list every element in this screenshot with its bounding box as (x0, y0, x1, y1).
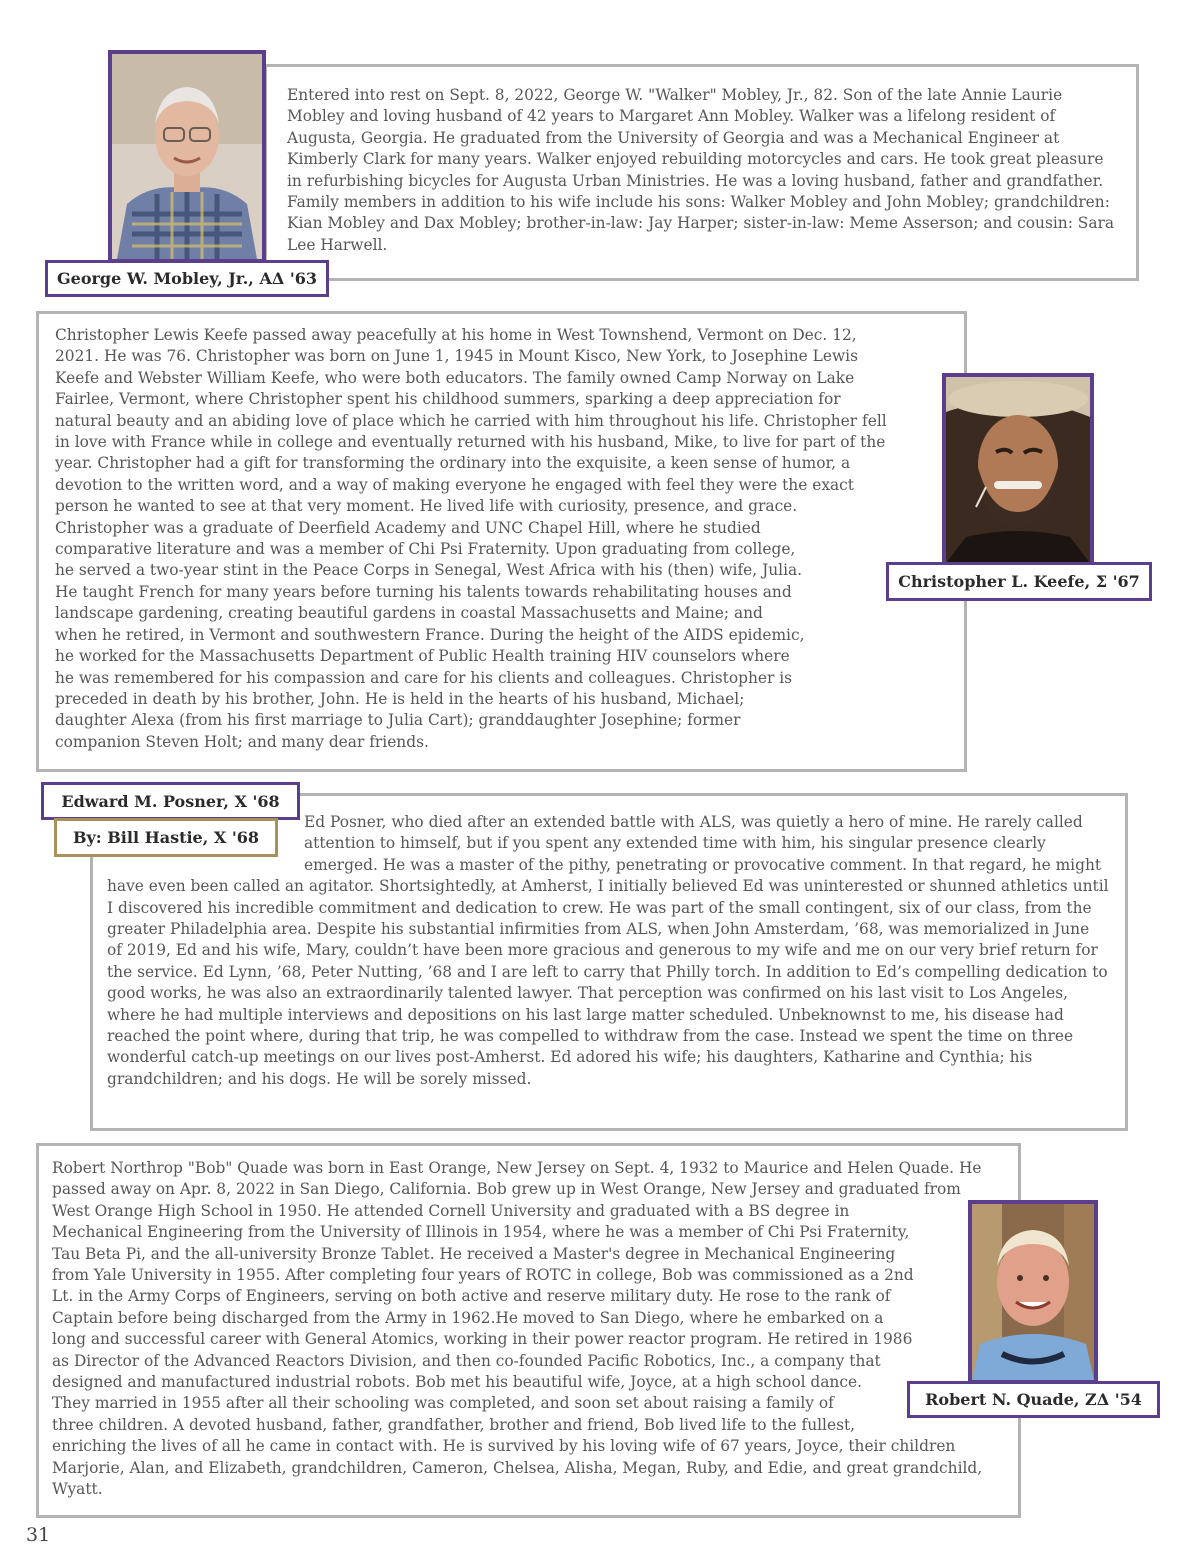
photo-clearance (877, 1379, 992, 1423)
obituary-posner-name: Edward M. Posner, X '68 (41, 782, 300, 820)
photo-clearance (920, 1201, 992, 1379)
portrait-photo-icon (946, 377, 1090, 563)
obituary-keefe-photo (942, 373, 1094, 567)
obituary-posner-text (107, 812, 1109, 1122)
obituary-mobley-name: George W. Mobley, Jr., AΔ '63 (45, 260, 329, 297)
portrait-photo-icon (112, 54, 262, 259)
obituary-mobley-photo (108, 50, 266, 263)
obituary-quade-body: Robert Northrop "Bob" Quade was born in East Orange, New Jersey on Sept. 4, 1932 to Maurice and Helen Quade. He passed away on Apr. 8, 2022 in San Diego, California. Bob grew up in West Orange, New Jersey and graduated from West Orange High School in 1950. He attended Cornell University and graduated with a BS degree in Mechanical Engineering from the University of Illinois in 1954, where he was a member of Chi Psi Fraternity, Tau Beta Pi, and the all-university Bronze Tablet. He received a Master's degree in Mechanical Engineering from Yale University in 1955. After completing four years of ROTC in college, Bob was commissioned as a 2nd Lt. in the Army Corps of Engineers, serving on both active and reserve military duty. He rose to the rank of Captain before being discharged from the Army in 1962.He moved to San Diego, where he embarked on a long and successful career with General Atomics, working in their power reactor program. He retired in 1986 as Director of the Advanced Reactors Division, and then co-founded Pacific Robotics, Inc., a company that designed and manufactured industrial robots. Bob met his beautiful wife, Joyce, at a high school dance. They married in 1955 after all their schooling was completed, and soon set about raising a family of three children. A devoted husband, father, grandfather, brother and friend, Bob lived life to the fullest, enriching the lives of all he came in contact with. He is survived by his loving wife of 67 years, Joyce, their children Marjorie, Alan, and Elizabeth, grandchildren, Cameron, Chelsea, Alisha, Megan, Ruby, and Edie, and great grandchild, Wyatt. (52, 1159, 983, 1499)
obituary-quade-name: Robert N. Quade, ZΔ '54 (907, 1381, 1160, 1418)
obituary-keefe-name: Christopher L. Keefe, Σ '67 (886, 562, 1152, 601)
page-number: 31 (26, 1524, 51, 1546)
obituary-mobley-text: Entered into rest on Sept. 8, 2022, George W. "Walker" Mobley, Jr., 82. Son of the late Annie Laurie Mobley and loving husband of 42 years to Margaret Ann Mobley. Walker was a lifelong resident of Augusta, Georgia. He graduated from the University of Georgia and was a Mechanical Engineer at Kimberly Clark for many years. Walker enjoyed rebuilding motorcycles and cars. He took great pleasure in refurbishing bicycles for Augusta Urban Ministries. He was a loving husband, father and grandfather. Family members in addition to his wife include his sons: Walker Mobley and John Mobley; grandchildren: Kian Mobley and Dax Mobley; brother-in-law: Jay Harper; sister-in-law: Meme Asserson; and cousin: Sara Lee Harwell. (287, 86, 1115, 254)
label-clearance (107, 812, 304, 876)
obituary-quade-text (52, 1158, 992, 1508)
obituary-keefe-text (55, 325, 895, 763)
obituary-keefe-body: Christopher Lewis Keefe passed away peacefully at his home in West Townshend, Vermont on Dec. 12, 2021. He was 76. Christopher was born on June 1, 1945 in Mount Kisco, New York, to Josephine Lewis Keefe and Webster William Keefe, who were both educators. The family owned Camp Norway on Lake Fairlee, Vermont, where Christopher spent his childhood summers, sparking a deep appreciation for natural beauty and an abiding love of place which he carried with him throughout his life. Christopher fell in love with France while in college and eventually returned with his husband, Mike, to live for part of the year. Christopher had a gift for transforming the ordinary into the exquisite, a keen sense of humor, a devotion to the written word, and a way of making everyone he engaged with feel they were the exact person he wanted to see at that very moment. He lived life with curiosity, presence, and grace. Christopher was a graduate of Deerfield Academy and UNC Chapel Hill, where he studied comparative literature and was a member of Chi Psi Fraternity. Upon graduating from college, he served a two-year stint in the Peace Corps in Senegal, West Africa with his (then) wife, Julia. He taught French for many years before turning his talents towards rehabilitating houses and landscape gardening, creating beautiful gardens in coastal Massachusetts and Maine; and when he retired, in Vermont and southwestern France. During the height of the AIDS epidemic, he worked for the Massachusetts Department of Public Health training HIV counselors where he was remembered for his compassion and care for his clients and colleagues. Christopher is preceded in death by his brother, John. He is held in the hearts of his husband, Michael; daughter Alexa (from his first marriage to Julia Cart); granddaughter Josephine; former companion Steven Holt; and many dear friends. (55, 326, 887, 751)
obituary-posner-body: Ed Posner, who died after an extended battle with ALS, was quietly a hero of mine. He rarely called attention to himself, but if you spent any extended time with him, his singular presence clearly emerged. He was a master of the pithy, penetrating or provocative comment. In that regard, he might have even been called an agitator. Shortsightedly, at Amherst, I initially believed Ed was uninterested or shunned athletics until I discovered his incredible commitment and dedication to crew. He was part of the small contingent, six of our class, from the greater Philadelphia area. Despite his substantial infirmities from ALS, when John Amsterdam, ’68, was memorialized in June of 2019, Ed and his wife, Mary, couldn’t have been more gracious and generous to my wife and me on our very brief return for the service. Ed Lynn, ’68, Peter Nutting, ’68 and I are left to carry that Philly torch. In addition to Ed’s compelling dedication to good works, he was also an extraordinarily talented lawyer. That perception was confirmed on his last visit to Los Angeles, where he had multiple interviews and depositions on his last large matter scheduled. Unbeknownst to me, his disease had reached the point where, during that trip, he was compelled to withdraw from the case. Instead we spent the time on three wonderful catch-up meetings on our lives post-Amherst. Ed adored his wife; his daughters, Katharine and Cynthia; his grandchildren; and his dogs. He will be sorely missed. (107, 813, 1109, 1088)
photo-clearance (805, 539, 895, 769)
obituary-posner-byline: By: Bill Hastie, X '68 (54, 818, 278, 857)
